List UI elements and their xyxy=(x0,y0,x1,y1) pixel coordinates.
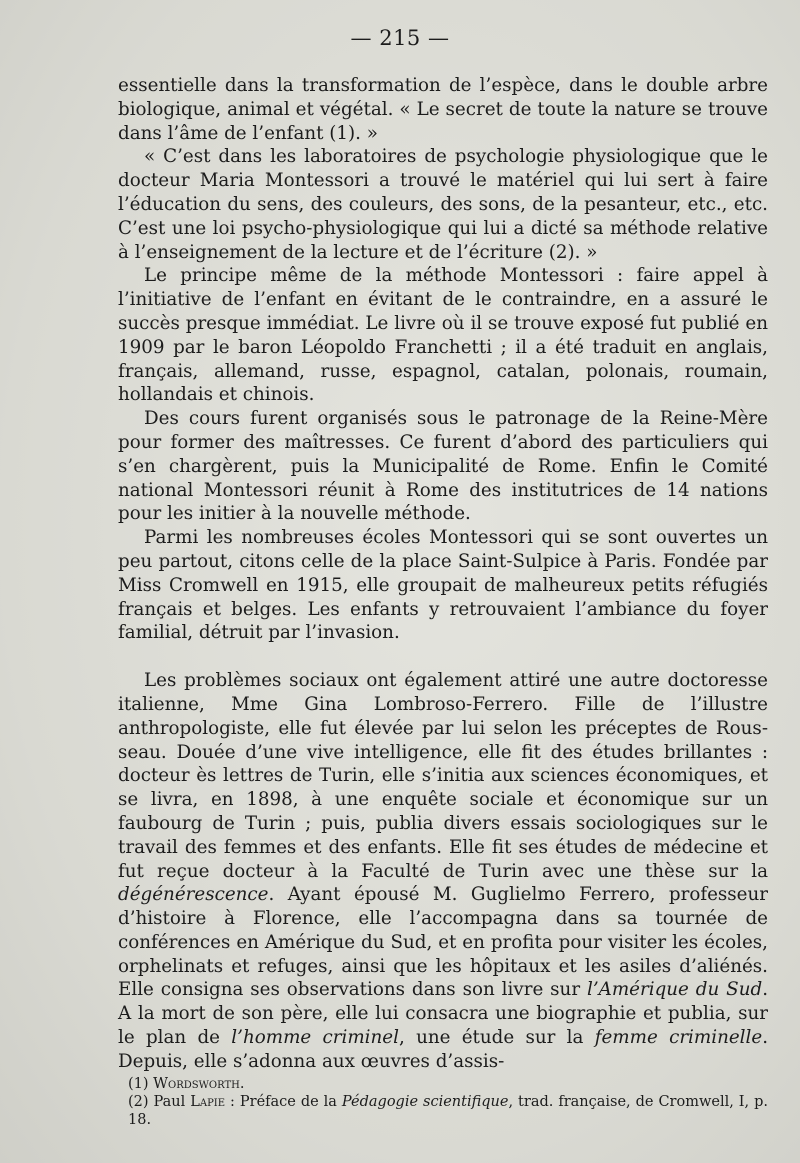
text-run: . Depuis, elle s’adonna aux œuvres d’assis- xyxy=(118,1027,769,1072)
paragraph-courses: Des cours furent organisés sous le patronage de la Reine-Mère pour former des maîtresses. Ce furent d’abord des particuliers qui s’en chargèrent, puis la Municipalité de Rome. Enfin le Comité national Montessori réunit à Rome des institutrices de 14 nations pour les initier à la nouvelle méthode. xyxy=(118,408,768,525)
footnote-marker: (1) xyxy=(128,1076,149,1092)
italic-term: dégénérescence xyxy=(118,884,269,906)
footnote-marker: (2) xyxy=(128,1094,149,1110)
italic-title: l’homme criminel xyxy=(231,1027,399,1049)
italic-title: femme criminelle xyxy=(594,1027,763,1049)
paragraph-method: Le principe même de la méthode Montessori : faire appel à l’initiative de l’enfant en évitant de le contraindre, en a assuré le succès presque immédiat. Le livre où il se trouve exposé fut publié en 1909 par le baron Léopoldo Franchetti ; il a été traduit en anglais, français, allemand, russe, espagnol, catalan, polonais, roumain, hollandais et chinois. xyxy=(118,265,768,406)
text-run: Les problèmes sociaux ont également attiré une autre doctoresse italienne, Mme Gina Lombroso-Ferrero. Fille de l’illustre anthropologiste, elle fut élevée par lui selon les préceptes de Rousseau. Douée d’une vive intelligence, elle fit des études brillantes : docteur ès lettres de Turin, elle s’initia aux sciences économiques, et se livra, en 1898, à une enquête sociale et économique sur un faubourg de Turin ; puis, publia divers essais sociologiques sur le travail des femmes et des enfants. Elle fit ses études de médecine et fut reçue docteur à la Faculté de Turin avec une thèse sur la xyxy=(118,670,768,882)
text-run: . A la mort de son père, elle lui consacra une biographie et publia, sur le plan de xyxy=(118,979,768,1049)
footnote-text: , trad. française, de Cromwell, I, p. 18. xyxy=(128,1094,768,1128)
footnote-1 xyxy=(128,1075,768,1093)
footnote-text: Paul xyxy=(153,1094,186,1110)
footnote-text: : Préface de la xyxy=(225,1094,337,1110)
paragraph-lombroso xyxy=(118,669,768,1074)
main-text xyxy=(118,74,768,1074)
paragraph-schools: Parmi les nombreuses écoles Montessori qui se sont ouvertes un peu partout, citons celle de la place Saint-Sulpice à Paris. Fondée par Miss Cromwell en 1915, elle groupait de malheureux petits réfugiés français et belges. Les enfants y retrouvaient l’ambiance du foyer familial, détruit par l’invasion. xyxy=(118,527,768,644)
footnote-title: Pédagogie scientifique xyxy=(341,1094,509,1110)
text-run: , une étude sur la xyxy=(398,1027,584,1049)
italic-title: l’Amérique du Sud xyxy=(586,979,763,1001)
footnote-2 xyxy=(128,1093,768,1129)
footnote-author: Lapie xyxy=(190,1094,226,1110)
footnotes xyxy=(128,1075,768,1129)
footnote-text: . xyxy=(239,1076,245,1092)
footnote-author: Wordsworth xyxy=(153,1076,240,1092)
paragraph-quote-montessori: « C’est dans les laboratoires de psychologie physiologique que le docteur Maria Montessori a trouvé le matériel qui lui sert à faire l’éducation du sens, des couleurs, des sons, de la pesanteur, etc., etc. C’est une loi psycho-physiologique qui lui a dicté sa méthode relative à l’enseignement de la lecture et de l’écriture (2). » xyxy=(118,146,768,263)
page-number: — 215 — xyxy=(350,26,450,50)
paragraph-continuation: essentielle dans la transformation de l’espèce, dans le double arbre biologique, animal et végétal. « Le secret de toute la nature se trouve dans l’âme de l’enfant (1). » xyxy=(118,75,768,144)
text-run: . Ayant épousé M. Guglielmo Ferrero, professeur d’histoire à Florence, elle l’accompagna dans sa tournée de conférences en Amérique du Sud, et en profita pour visiter les écoles, orphelinats et refuges, ainsi que les hôpitaux et les asiles d’aliénés. Elle consigna ses observations dans son livre sur xyxy=(118,884,768,1001)
